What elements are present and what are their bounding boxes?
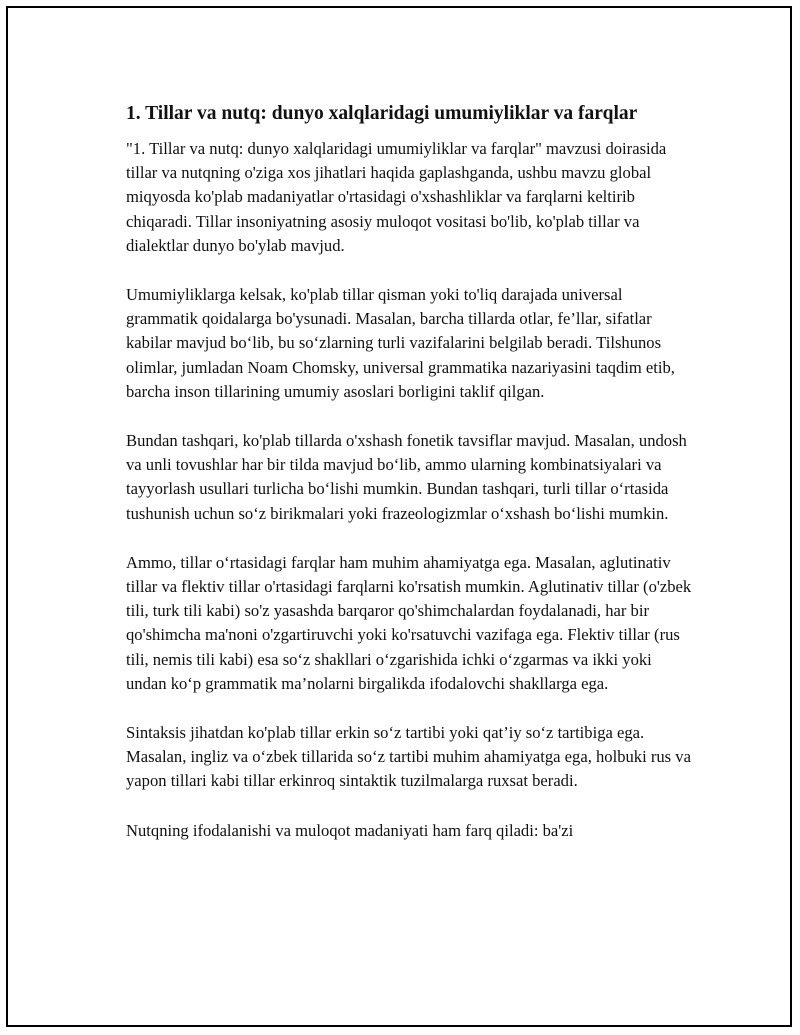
page-frame (6, 6, 792, 1027)
document-body (126, 100, 696, 868)
paragraph-differences: Ammo, tillar o‘rtasidagi farqlar ham muhim ahamiyatga ega. Masalan, aglutinativ tillar va flektiv tillar o'rtasidagi farqlarni ko'rsatish mumkin. Aglutinativ tillar (o'zbek tili, turk tili kabi) so'z yasashda barqaror qo'shimchalardan foydalanadi, har bir qo'shimcha ma'noni o'zgartiruvchi yoki ko'rsatuvchi vazifaga ega. Flektiv tillar (rus tili, nemis tili kabi) esa so‘z shakllari o‘zgarishida ichki o‘zgarmas va ikki yoki undan ko‘p grammatik ma’nolarni birgalikda ifodalovchi shakllarga ega. (126, 552, 692, 693)
paragraph-speech: Nutqning ifodalanishi va muloqot madaniyati ham farq qiladi: ba'zi (126, 820, 574, 840)
paragraph-intro: "1. Tillar va nutq: dunyo xalqlaridagi umumiyliklar va farqlar" mavzusi doirasida tillar va nutqning o'ziga xos jihatlari haqida gaplashganda, ushbu mavzu global miqyosda ko'plab madaniyatlar o'rtasidagi o'xshashliklar va farqlarni keltirib chiqaradi. Tillar insoniyatning asosiy muloqot vositasi bo'lib, ko'plab tillar va dialektlar dunyo bo'ylab mavjud. (126, 139, 667, 255)
document-title: 1. Tillar va nutq: dunyo xalqlaridagi umumiyliklar va farqlar (126, 103, 638, 124)
paragraph-phonetics: Bundan tashqari, ko'plab tillarda o'xshash fonetik tavsiflar mavjud. Masalan, undosh va unli tovushlar har bir tilda mavjud bo‘lib, ammo ularning kombinatsiyalari va tayyorlash usullari turlicha bo‘lishi mumkin. Bundan tashqari, turli tillar o‘rtasida tushunish uchun so‘z birikmalari yoki frazeologizmlar o‘xshash bo‘lishi mumkin. (126, 431, 687, 523)
paragraph-universals: Umumiyliklarga kelsak, ko'plab tillar qisman yoki to'liq darajada universal grammatik qoidalarga bo'ysunadi. Masalan, barcha tillarda otlar, fe’llar, sifatlar kabilar mavjud bo‘lib, bu so‘zlarning turli vazifalarini belgilab beradi. Tilshunos olimlar, jumladan Noam Chomsky, universal grammatika nazariyasini taqdim etib, barcha inson tillarining umumiy asoslari borligini taklif qilgan. (126, 285, 675, 401)
paragraph-syntax: Sintaksis jihatdan ko'plab tillar erkin so‘z tartibi yoki qat’iy so‘z tartibiga ega. Masalan, ingliz va o‘zbek tillarida so‘z tartibi muhim ahamiyatga ega, holbuki rus va yapon tillari kabi tillar erkinroq sintaktik tuzilmalarga ruxsat beradi. (126, 723, 691, 791)
